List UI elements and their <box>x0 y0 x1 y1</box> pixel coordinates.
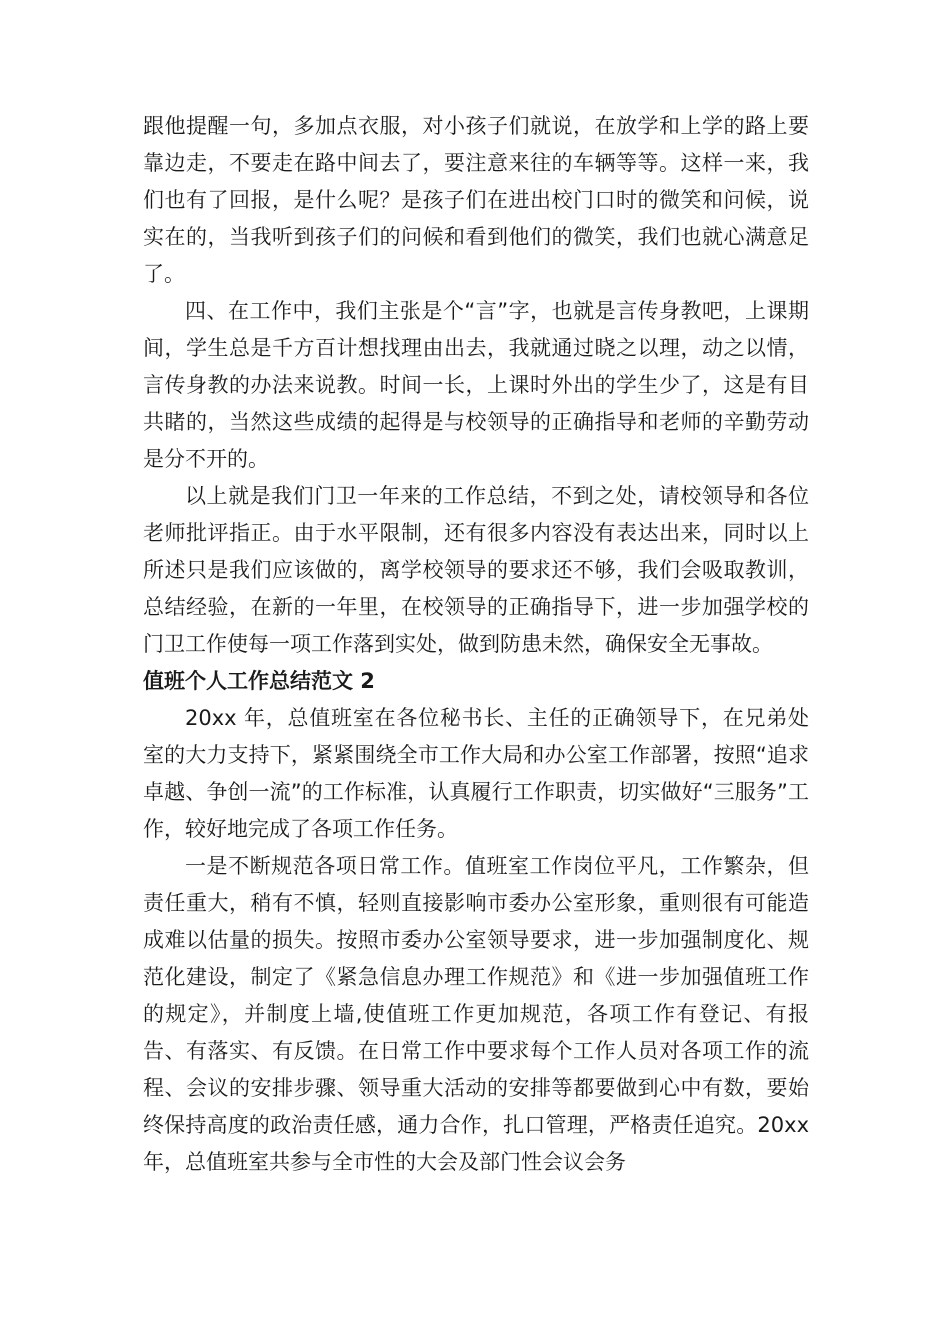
paragraph-conclusion: 以上就是我们门卫一年来的工作总结，不到之处，请校领导和各位老师批评指正。由于水平限制，还有很多内容没有表达出来，同时以上所述只是我们应该做的，离学校领导的要求还不够，我们会吸取教训，总结经验，在新的一年里，在校领导的正确指导下，进一步加强学校的门卫工作使每一项工作落到实处，做到防患未然，确保安全无事故。 <box>143 484 809 656</box>
section-heading: 值班个人工作总结范文 2 <box>143 669 375 693</box>
paragraph-intro: 20xx 年，总值班室在各位秘书长、主任的正确领导下，在兄弟处室的大力支持下，紧紧围绕全市工作大局和办公室工作部署，按照“追求卓越、争创一流”的工作标准，认真履行工作职责，切实做好“三服务”工作，较好地完成了各项工作任务。 <box>143 706 809 841</box>
paragraph-continuation: 跟他提醒一句，多加点衣服，对小孩子们就说，在放学和上学的路上要靠边走，不要走在路中间去了，要注意来往的车辆等等。这样一来，我们也有了回报，是什么呢？是孩子们在进出校门口时的微笑和问候，说实在的，当我听到孩子们的问候和看到他们的微笑，我们也就心满意足了。 <box>143 114 809 286</box>
paragraph-point-four: 四、在工作中，我们主张是个“言”字，也就是言传身教吧，上课期间，学生总是千方百计想找理由出去，我就通过晓之以理，动之以情，言传身教的办法来说教。时间一长，上课时外出的学生少了，这是有目共睹的，当然这些成绩的起得是与校领导的正确指导和老师的辛勤劳动是分不开的。 <box>143 299 809 471</box>
paragraph-point-one: 一是不断规范各项日常工作。值班室工作岗位平凡，工作繁杂，但责任重大，稍有不慎，轻则直接影响市委办公室形象，重则很有可能造成难以估量的损失。按照市委办公室领导要求，进一步加强制度化、规范化建设，制定了《紧急信息办理工作规范》和《进一步加强值班工作的规定》，并制度上墙,使值班工作更加规范，各项工作有登记、有报告、有落实、有反馈。在日常工作中要求每个工作人员对各项工作的流程、会议的安排步骤、领导重大活动的安排等都要做到心中有数，要始终保持高度的政治责任感，通力合作，扎口管理，严格责任追究。20xx 年，总值班室共参与全市性的大会及部门性会议会务 <box>143 854 809 1174</box>
document-page <box>143 108 809 1181</box>
